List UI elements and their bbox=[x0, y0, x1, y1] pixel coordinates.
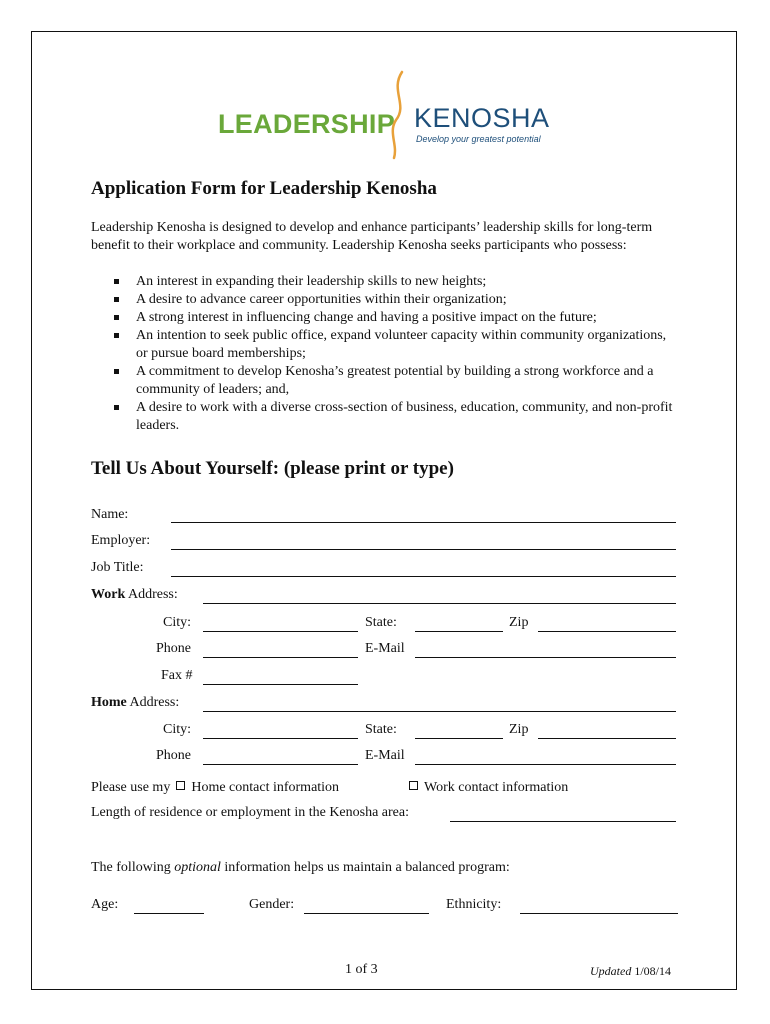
home-city-field[interactable] bbox=[203, 738, 358, 739]
work-phone-label: Phone bbox=[156, 641, 191, 656]
job-title-label: Job Title: bbox=[91, 560, 144, 575]
ethnicity-label: Ethnicity: bbox=[446, 897, 502, 912]
updated-value: 1/08/14 bbox=[631, 964, 671, 978]
home-bold: Home bbox=[91, 695, 127, 710]
gender-label: Gender: bbox=[249, 897, 295, 912]
name-field[interactable] bbox=[171, 522, 676, 523]
page-number: 1 of 3 bbox=[345, 962, 378, 977]
contact-preference bbox=[91, 780, 339, 796]
home-contact-label: Home contact information bbox=[191, 780, 340, 795]
work-email-field[interactable] bbox=[415, 657, 676, 658]
optional-info-text bbox=[91, 860, 510, 876]
work-city-field[interactable] bbox=[203, 631, 358, 632]
home-city-label: City: bbox=[163, 722, 192, 737]
list-item: A desire to work with a diverse cross-section of business, education, community, and non-profit leaders. bbox=[91, 399, 681, 435]
work-state-field[interactable] bbox=[415, 631, 503, 632]
home-state-field[interactable] bbox=[415, 738, 503, 739]
residence-field[interactable] bbox=[450, 821, 676, 822]
form-title: Application Form for Leadership Kenosha bbox=[91, 178, 437, 199]
logo-kenosha-text: KENOSHA bbox=[414, 103, 550, 133]
intro-paragraph: Leadership Kenosha is designed to develop and enhance participants’ leadership skills for long-term benefit to their workplace and community. Leadership Kenosha seeks participants who possess: bbox=[91, 220, 653, 253]
home-phone-label: Phone bbox=[156, 748, 191, 763]
work-fax-field[interactable] bbox=[203, 684, 358, 685]
home-contact-checkbox[interactable] bbox=[176, 781, 185, 790]
list-item: An interest in expanding their leadership skills to new heights; bbox=[91, 273, 681, 291]
address-text: Address: bbox=[126, 695, 180, 710]
work-address-label bbox=[91, 587, 178, 603]
logo-tagline: Develop your greatest potential bbox=[416, 134, 541, 144]
home-address-field[interactable] bbox=[203, 711, 676, 712]
work-contact-option bbox=[403, 780, 568, 796]
work-contact-label: Work contact information bbox=[424, 780, 569, 795]
gender-field[interactable] bbox=[304, 913, 429, 914]
optional-before: The following bbox=[91, 860, 175, 875]
work-state-label: State: bbox=[365, 615, 397, 630]
home-address-label bbox=[91, 695, 179, 711]
home-phone-field[interactable] bbox=[203, 764, 358, 765]
ethnicity-field[interactable] bbox=[520, 913, 678, 914]
employer-label: Employer: bbox=[91, 533, 151, 548]
age-label: Age: bbox=[91, 897, 119, 912]
page-border bbox=[31, 31, 737, 990]
work-zip-field[interactable] bbox=[538, 631, 676, 632]
home-state-label: State: bbox=[365, 722, 397, 737]
contact-pref-prefix: Please use my bbox=[91, 780, 171, 795]
optional-emphasis: optional bbox=[174, 860, 221, 875]
work-email-label: E-Mail bbox=[365, 641, 405, 656]
optional-after: information helps us maintain a balanced program: bbox=[220, 860, 510, 875]
list-item: A strong interest in influencing change and having a positive impact on the future; bbox=[91, 309, 681, 327]
job-title-field[interactable] bbox=[171, 576, 676, 577]
section-title: Tell Us About Yourself: (please print or type) bbox=[91, 458, 454, 479]
work-zip-label: Zip bbox=[509, 615, 529, 630]
home-zip-label: Zip bbox=[509, 722, 529, 737]
employer-field[interactable] bbox=[171, 549, 676, 550]
logo-leadership-text: LEADERSHIP bbox=[218, 109, 396, 139]
home-zip-field[interactable] bbox=[538, 738, 676, 739]
work-phone-field[interactable] bbox=[203, 657, 358, 658]
list-item: A commitment to develop Kenosha’s greatest potential by building a strong workforce and a community of leaders; and, bbox=[91, 363, 681, 399]
name-label: Name: bbox=[91, 507, 129, 522]
qualities-list bbox=[91, 273, 681, 435]
address-text: Address: bbox=[125, 587, 178, 602]
home-email-field[interactable] bbox=[415, 764, 676, 765]
age-field[interactable] bbox=[134, 913, 204, 914]
residence-label: Length of residence or employment in the Kenosha area: bbox=[91, 805, 409, 820]
list-item: An intention to seek public office, expand volunteer capacity within community organizations, or pursue board memberships; bbox=[91, 327, 681, 363]
work-fax-label: Fax # bbox=[161, 668, 193, 683]
logo-swoosh-icon bbox=[388, 70, 410, 160]
list-item: A desire to advance career opportunities within their organization; bbox=[91, 291, 681, 309]
work-bold: Work bbox=[91, 587, 126, 602]
work-contact-checkbox[interactable] bbox=[409, 781, 418, 790]
home-email-label: E-Mail bbox=[365, 748, 405, 763]
updated-label: Updated bbox=[590, 964, 632, 978]
updated-date bbox=[590, 964, 671, 979]
work-address-field[interactable] bbox=[203, 603, 676, 604]
work-city-label: City: bbox=[163, 615, 192, 630]
